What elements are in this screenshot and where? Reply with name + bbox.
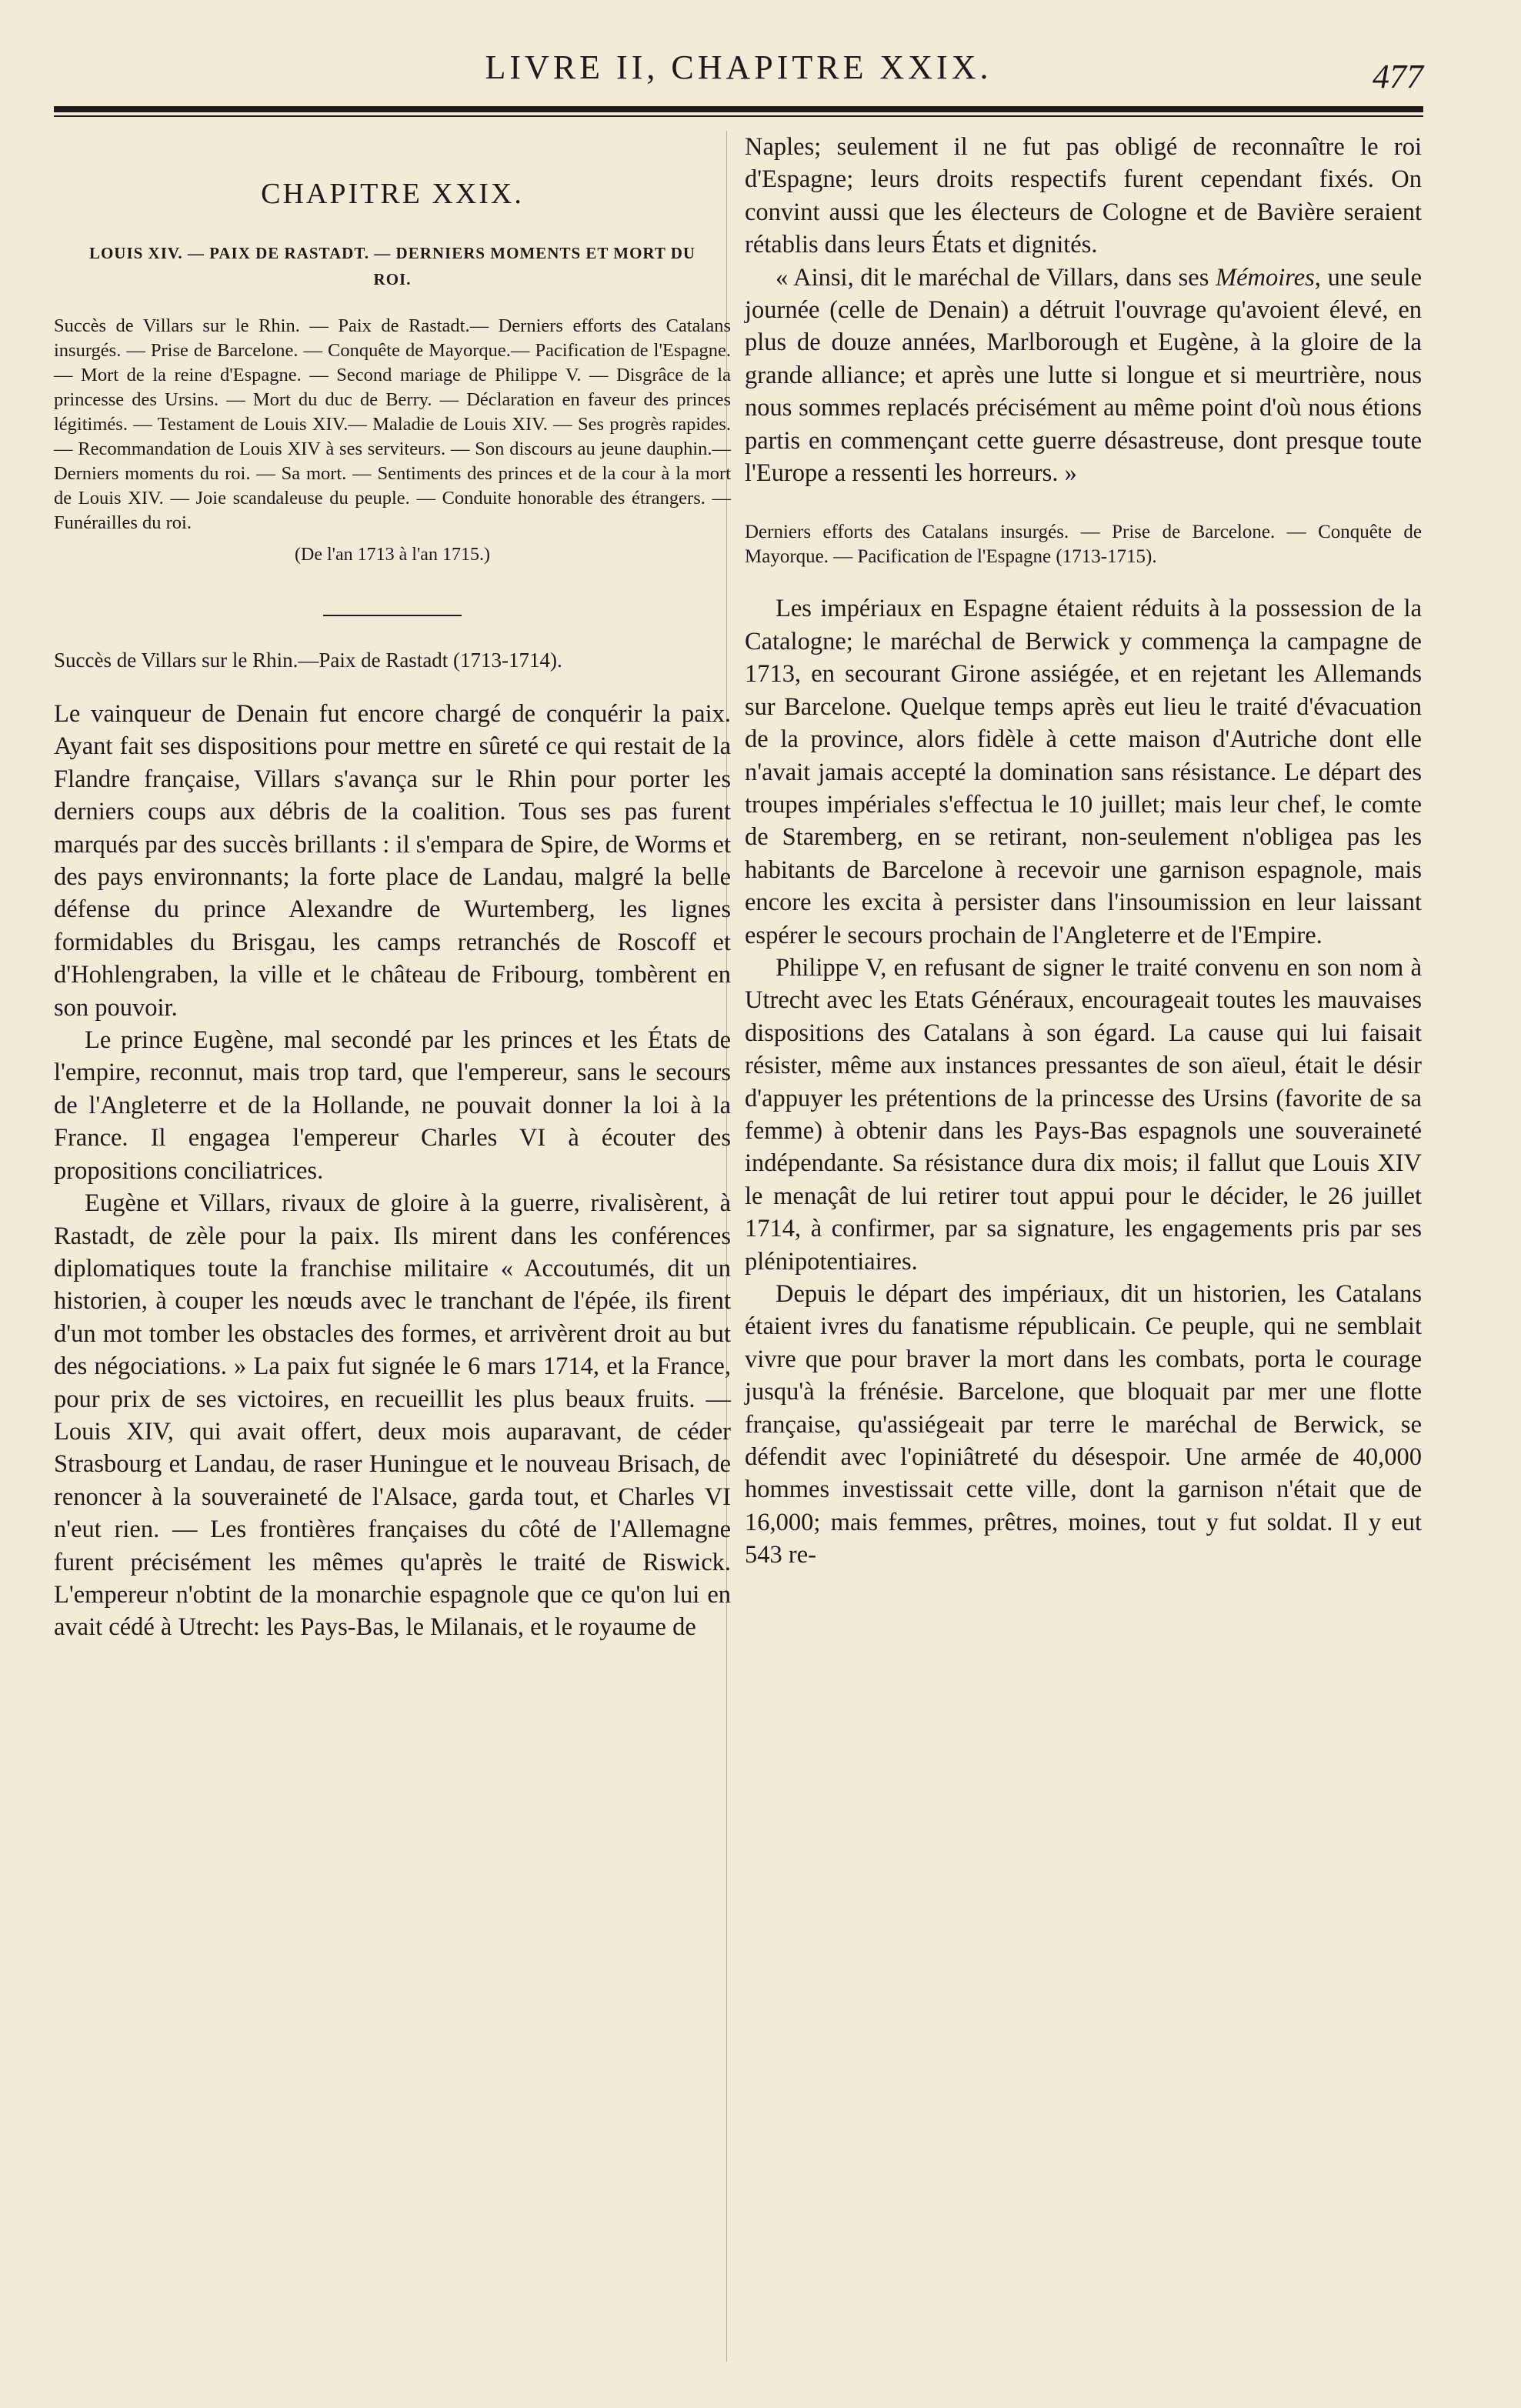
chapter-title: CHAPITRE XXIX. [261,178,524,210]
quote-text: « Ainsi, dit le maréchal de Villars, dans ses [776,263,1216,292]
paragraph: Depuis le départ des impériaux, dit un historien, les Catalans étaient ivres du fanatisme républicain. Ce peuple, qui ne semblait vivre que pour braver la mort dans les combats, porta le courage jusqu'à la frénésie. Barcelone, que bloquait par mer une flotte française, qu'assiégeait par terre le maréchal de Berwick, se défendit avec l'opiniâtreté du désespoir. Une armée de 40,000 hommes investissait cette ville, dont la garnison n'était que de 16,000; mais femmes, prêtres, moines, tout y fut soldat. Il y eut 543 re- [745,1280,1422,1569]
paragraph: Naples; seulement il ne fut pas obligé de reconnaître le roi d'Espagne; leurs droits respectifs furent cependant fixés. On convint aussi que les électeurs de Cologne et de Bavière seraient rétablis dans leurs États et dignités. [745,133,1422,259]
paragraph: Le vainqueur de Denain fut encore chargé de conquérir la paix. Ayant fait ses dispositions pour mettre en sûreté ce qui restait de la Flandre française, Villars s'avança sur le Rhin pour porter les derniers coups aux débris de la coalition. Tous ses pas furent marqués par des succès brillants : il s'empara de Spire, de Worms et des pays environnants; la forte place de Landau, malgré la belle défense du prince Alexandre de Wurtemberg, les lignes formidables du Brisgau, les camps retranchés de Roscoff et d'Hohlengraben, la ville et le château de Fribourg, tombèrent en son pouvoir. [54,700,731,1022]
paragraph: Les impériaux en Espagne étaient réduits à la possession de la Catalogne; le maréchal de Berwick y commença la campagne de 1713, en secourant Girone assiégée, et en rejetant les Allemands sur Barcelone. Quelque temps après eut lieu le traité d'évacuation de la province, alors fidèle à cette maison d'Autriche dont elle n'avait jamais accepté la domination sans résistance. Le départ des troupes impériales s'effectua le 10 juillet; mais leur chef, le comte de Staremberg, en se retirant, non-seulement n'obligea pas les habitants de Barcelone à recevoir une garnison espagnole, mais encore les excita à persister dans l'insoumission en leur laissant espérer le secours prochain de l'Angleterre et de l'Empire. [745,595,1422,949]
section-heading-catalans: Derniers efforts des Catalans insurgés. — Prise de Barcelone. — Conquête de Mayorque. — Pacification de l'Espagne (1713-1715). [745,522,1422,568]
section-heading-villars: Succès de Villars sur le Rhin.—Paix de Rastadt (1713-1714). [54,649,562,672]
memoires-title: Mémoires [1216,263,1315,292]
right-body-top [745,131,1422,489]
paragraph: Philippe V, en refusant de signer le traité convenu en son nom à Utrecht avec les Etats Généraux, encourageait toutes les mauvaises dispositions des Catalans à son égard. La cause qui lui faisait résister, même aux instances pressantes de son aïeul, était le désir d'appuyer les prétentions de la princesse des Ursins (favorite de sa femme) à obtenir dans les Pays-Bas espagnols une souveraineté indépendante. Sa résistance dura dix mois; il fallut que Louis XIV le menaçât de lui retirer tout appui pour le décider, le 26 juillet 1714, à confirmer, par sa signature, les engagements pris par ses plénipotentiaires. [745,953,1422,1276]
header-rule-thick [54,106,1423,112]
right-column [745,131,1422,1572]
page-header [54,48,1423,102]
paragraph: Le prince Eugène, mal secondé par les princes et les États de l'empire, reconnut, mais trop tard, que l'empereur, sans le secours de l'Angleterre et de la Hollande, ne pouvait donner la loi à la France. Il engagea l'empereur Charles VI à écouter des propositions conciliatrices. [54,1026,731,1185]
chapter-date-range: (De l'an 1713 à l'an 1715.) [295,545,490,565]
quote-text: , une seule journée (celle de Denain) a détruit l'ouvrage qu'avoient élevé, en plus de douze années, Marlborough et Eugène, à la gloire de la grande alliance; et après une lutte si longue et si meurtrière, nous nous sommes replacés précisément au même point d'où nous étions partis en commençant cette guerre désastreuse, dont presque toute l'Europe a ressenti les horreurs. » [745,263,1422,488]
chapter-summary: Succès de Villars sur le Rhin. — Paix de Rastadt.— Derniers efforts des Catalans insurgés. — Prise de Barcelone. — Conquête de Mayorque.— Pacification de l'Espagne. — Mort de la reine d'Espagne. — Second mariage de Philippe V. — Disgrâce de la princesse des Ursins. — Mort du duc de Berry. — Déclaration en faveur des princes légitimés. — Testament de Louis XIV.— Maladie de Louis XIV. — Ses progrès rapides. — Recommandation de Louis XIV à ses serviteurs. — Son discours au jeune dauphin.— Derniers moments du roi. — Sa mort. — Sentiments des princes et de la cour à la mort de Louis XIV. — Joie scandaleuse du peuple. — Conduite honorable des étrangers. — Funérailles du roi. [54,315,731,533]
left-column [54,177,731,1644]
section-separator [323,615,462,616]
page-number: 477 [1373,58,1423,95]
left-body [54,698,731,1644]
right-body [745,592,1422,1571]
header-rule-thin [54,115,1423,117]
chapter-subtitle: LOUIS XIV. — PAIX DE RASTADT. — DERNIERS MOMENTS ET MORT DU ROI. [88,244,696,288]
running-title: LIVRE II, CHAPITRE XXIX. [485,48,992,86]
paragraph: Eugène et Villars, rivaux de gloire à la guerre, rivalisèrent, à Rastadt, de zèle pour la paix. Ils mirent dans les conférences diplomatiques toute la franchise militaire « Accoutumés, dit un historien, à couper les nœuds avec le tranchant de l'épée, ils firent d'un mot tomber les obstacles des formes, et arrivèrent droit au but des négociations. » La paix fut signée le 6 mars 1714, et la France, pour prix de ses victoires, en recueillit les plus beaux fruits. — Louis XIV, qui avait offert, deux mois auparavant, de céder Strasbourg et Landau, de raser Huningue et le nouveau Brisach, de renoncer à la souveraineté de l'Alsace, garda tout, et Charles VI n'eut rien. — Les frontières françaises du côté de l'Allemagne furent précisément les mêmes qu'après le traité de Riswick. L'empereur n'obtint de la monarchie espagnole que ce qu'on lui en avait cédé à Utrecht: les Pays-Bas, le Milanais, et le royaume de [54,1189,731,1642]
paragraph-villars-quote [745,262,1422,490]
